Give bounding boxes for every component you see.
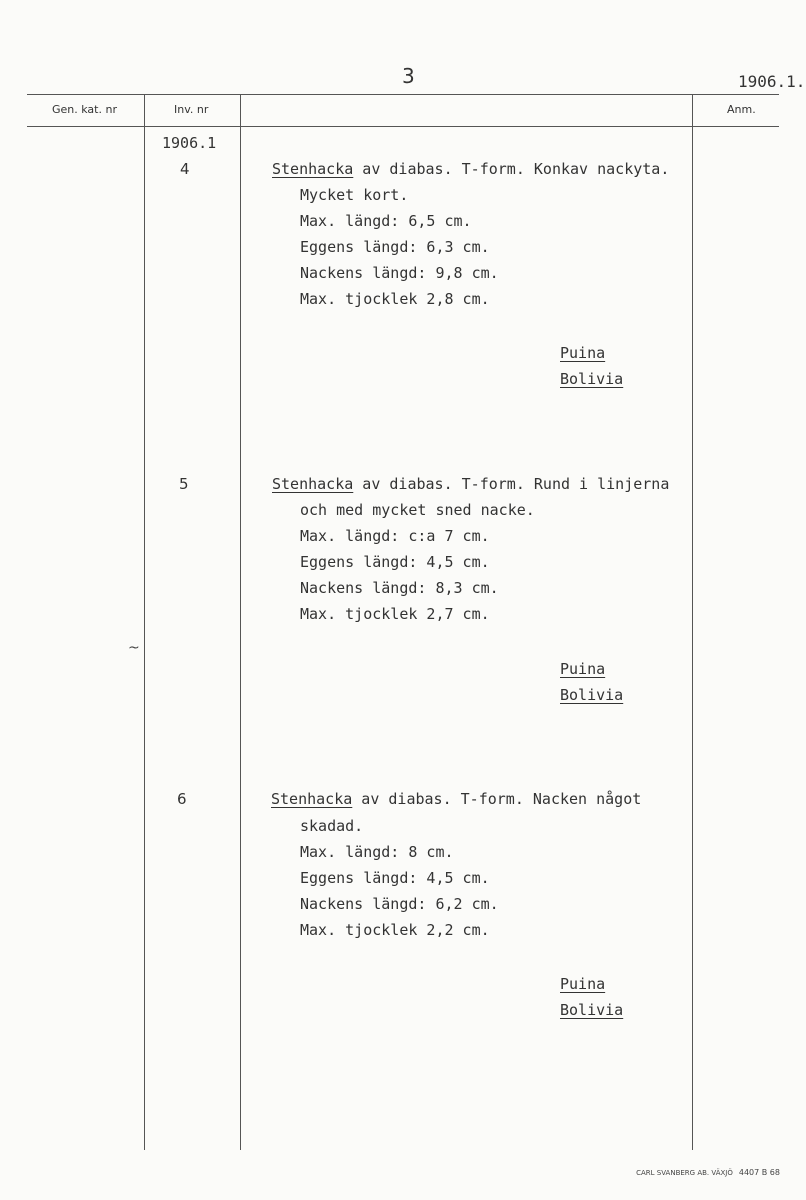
origin-country: Bolivia [560, 1001, 624, 1019]
header-gen-kat-nr: Gen. kat. nr [52, 103, 117, 116]
measure-edge-length: Eggens längd: 4,5 cm. [300, 553, 490, 571]
entry-desc-line: Mycket kort. [300, 186, 409, 204]
column-divider-inv [144, 94, 145, 1150]
entry-title-line [272, 160, 669, 178]
entry-title: Stenhacka [271, 790, 353, 808]
entry-title: Stenhacka [272, 160, 354, 178]
header-bottom-rule [27, 126, 779, 127]
measure-edge-length: Eggens längd: 4,5 cm. [300, 869, 490, 887]
measure-max-thickness: Max. tjocklek 2,7 cm. [300, 605, 490, 623]
entry-desc: av diabas. T-form. Nacken något [352, 790, 642, 808]
year-reference: 1906.1. [738, 72, 806, 91]
measure-neck-length: Nackens längd: 9,8 cm. [300, 264, 499, 282]
entry-desc: av diabas. T-form. Rund i linjerna [353, 475, 670, 493]
inv-number: 4 [180, 160, 190, 178]
origin-country: Bolivia [560, 686, 624, 704]
form-code: 4407 B 68 [738, 1168, 780, 1177]
measure-max-length: Max. längd: 6,5 cm. [300, 212, 472, 230]
origin-site: Puina [560, 975, 606, 993]
entry-title-line [272, 475, 669, 493]
column-divider-anm [692, 94, 693, 1150]
printer-name: CARL SVANBERG AB. VÄXJÖ [636, 1169, 733, 1177]
entry-title: Stenhacka [272, 475, 354, 493]
origin-site: Puina [560, 660, 606, 678]
origin-country: Bolivia [560, 370, 624, 388]
measure-neck-length: Nackens längd: 6,2 cm. [300, 895, 499, 913]
measure-neck-length: Nackens längd: 8,3 cm. [300, 579, 499, 597]
page-number: 3 [402, 64, 415, 88]
header-anm: Anm. [727, 103, 756, 116]
inv-number: 6 [177, 790, 187, 808]
measure-max-length: Max. längd: 8 cm. [300, 843, 454, 861]
inv-number: 5 [179, 475, 189, 493]
margin-tilde-mark: ~ [128, 640, 140, 656]
origin-site: Puina [560, 344, 606, 362]
measure-max-length: Max. längd: c:a 7 cm. [300, 527, 490, 545]
entry-desc-line: och med mycket sned nacke. [300, 501, 535, 519]
inv-year: 1906.1 [162, 134, 217, 152]
entry-desc: av diabas. T-form. Konkav nackyta. [353, 160, 670, 178]
table-top-rule [27, 94, 779, 95]
measure-edge-length: Eggens längd: 6,3 cm. [300, 238, 490, 256]
entry-title-line [271, 790, 641, 808]
measure-max-thickness: Max. tjocklek 2,8 cm. [300, 290, 490, 308]
header-inv-nr: Inv. nr [174, 103, 209, 116]
entry-desc-line: skadad. [300, 817, 364, 835]
printer-imprint [636, 1168, 780, 1177]
column-divider-desc [240, 94, 241, 1150]
measure-max-thickness: Max. tjocklek 2,2 cm. [300, 921, 490, 939]
